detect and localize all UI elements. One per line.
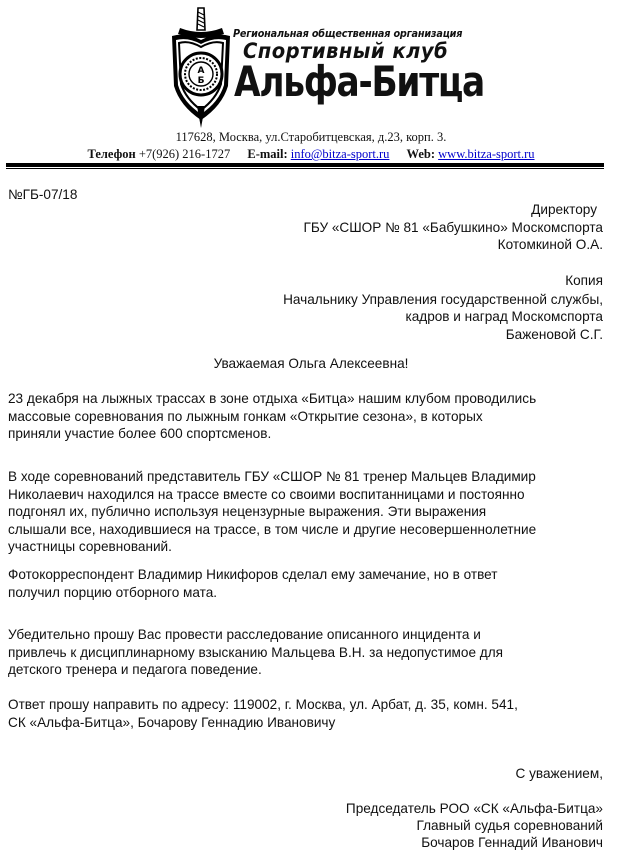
svg-text:Б: Б (197, 76, 205, 86)
svg-text:А: А (197, 66, 205, 76)
club-type: Спортивный клуб (243, 39, 449, 63)
text-line: В ходе соревнований представитель ГБУ «СШОР № 81 тренер Мальцев Владимир (8, 469, 536, 484)
text-line: приняли участие более 600 спортсменов. (8, 426, 272, 442)
text-line: Фотокорреспондент Владимир Никифоров сделал ему замечание, но в ответ (8, 567, 498, 582)
text-line: СК «Альфа-Битца», Бочарову Геннадию Ивановичу (8, 714, 336, 730)
copy-line: кадров и наград Москомспорта (405, 309, 603, 325)
reference-number: №ГБ-07/18 (8, 187, 78, 202)
text-line: Убедительно прошу Вас провести расследование описанного инцидента и (8, 627, 481, 642)
closing-phrase: С уважением, (515, 766, 603, 781)
text-line: получил порцию отборного мата. (8, 584, 218, 600)
text-line: детского тренера и педагога поведение. (8, 662, 262, 678)
signature-block (346, 800, 603, 851)
text-line: подгонял их, публично используя нецензурные выражения. Эти выражения (8, 504, 487, 520)
text-line: 23 декабря на лыжных трассах в зоне отдыха «Битца» нашим клубом проводились (8, 391, 537, 406)
copy-line: Баженовой С.Г. (505, 326, 603, 342)
text-line: массовые соревнования по лыжным гонкам «Открытие сезона», в которых (8, 408, 483, 424)
letterhead-divider-thin (6, 168, 604, 169)
paragraph-incident (8, 468, 614, 556)
text-line: привлечь к дисциплинарному взысканию Мальцева В.Н. за недопустимое для (8, 644, 504, 660)
organization-type: Региональная общественная организация (233, 28, 463, 40)
email-link[interactable]: info@bitza-sport.ru (290, 147, 390, 161)
addressee-line: Котомкиной О.А. (497, 237, 603, 253)
email-label: E-mail: (247, 147, 288, 161)
copy-recipient-block (283, 272, 603, 343)
paragraph-photographer (8, 566, 614, 601)
signature-line: Председатель РОО «СК «Альфа-Битца» (345, 801, 603, 816)
paragraph-request (8, 626, 614, 679)
text-line: Ответ прошу направить по адресу: 119002, г. Москва, ул. Арбат, д. 35, комн. 541, (8, 697, 518, 712)
club-address: 117628, Москва, ул.Старобитцевская, д.23, корп. 3. (175, 130, 447, 144)
web-label: Web: (406, 147, 436, 161)
contacts-line (0, 147, 622, 162)
addressee-block (303, 201, 603, 254)
text-line: Николаевич находился на трассе вместе со своими воспитанницами и постоянно (8, 486, 525, 502)
phone-number: +7(926) 216-1727 (138, 147, 231, 161)
club-name-logo: Альфа-Битца (234, 58, 484, 107)
shield-sword-emblem-icon (166, 6, 236, 130)
copy-line: Копия (565, 273, 603, 288)
paragraph-event (8, 390, 614, 443)
copy-line: Начальнику Управления государственной службы, (283, 291, 603, 307)
website-link[interactable]: www.bitza-sport.ru (438, 147, 535, 161)
addressee-line: Директору (531, 202, 597, 217)
signature-line: Бочаров Геннадий Иванович (421, 835, 603, 850)
addressee-line: ГБУ «СШОР № 81 «Бабушкино» Москомспорта (303, 219, 603, 235)
phone-label: Телефон (87, 147, 136, 161)
letterhead (0, 0, 622, 172)
text-line: участницы соревнований. (8, 539, 172, 555)
paragraph-reply-address (8, 696, 614, 731)
letterhead-divider-thick (6, 163, 604, 167)
salutation: Уважаемая Ольга Алексеевна! (213, 356, 409, 371)
signature-line: Главный судья соревнований (416, 818, 603, 833)
text-line: слышали все, находившиеся на трассе, в том числе и другие несовершеннолетние (8, 521, 537, 537)
